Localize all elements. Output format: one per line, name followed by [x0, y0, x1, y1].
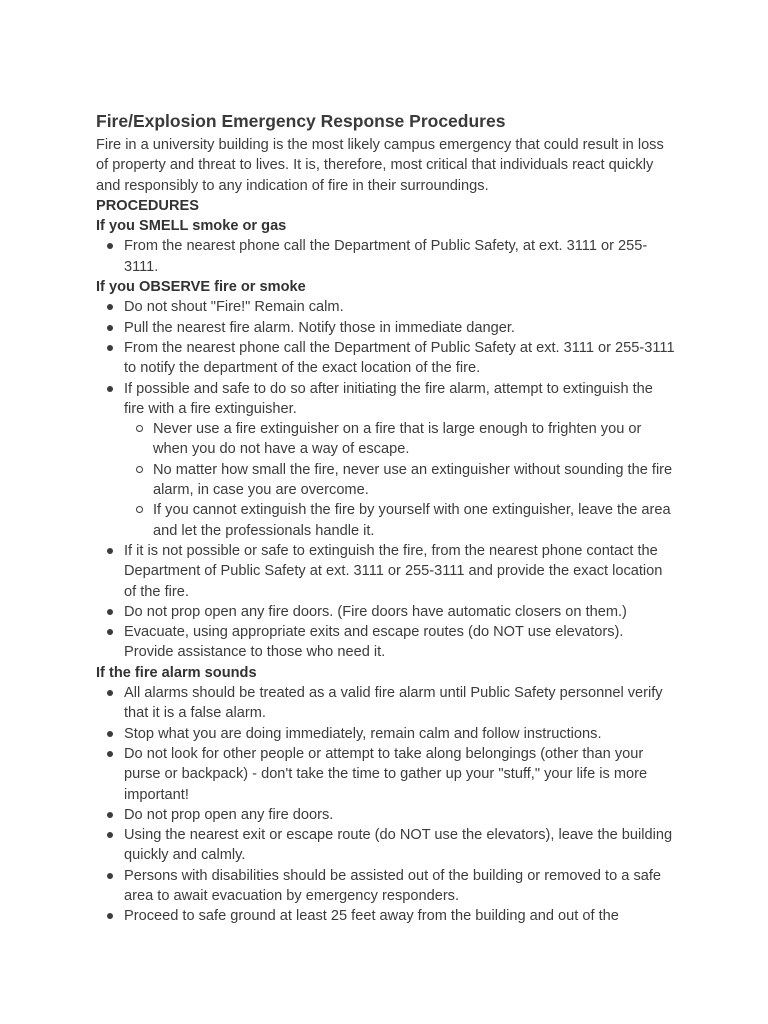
list-item: Proceed to safe ground at least 25 feet away from the building and out of the — [124, 906, 676, 926]
list-item: Do not prop open any fire doors. — [124, 805, 676, 825]
list-item: Using the nearest exit or escape route (do NOT use the elevators), leave the building quickly and calmly. — [124, 825, 676, 866]
document-title: Fire/Explosion Emergency Response Procedures — [96, 111, 506, 131]
section-heading-observe: If you OBSERVE fire or smoke — [96, 279, 306, 296]
sublist-item: Never use a fire extinguisher on a fire that is large enough to frighten you or when you do not have a way of escape. — [153, 419, 676, 460]
section-heading-smell: If you SMELL smoke or gas — [96, 218, 287, 235]
list-item: Evacuate, using appropriate exits and escape routes (do NOT use elevators). Provide assistance to those who need it. — [124, 622, 676, 663]
observe-list — [96, 297, 676, 662]
list-item: Pull the nearest fire alarm. Notify those in immediate danger. — [124, 318, 676, 338]
section-heading-alarm: If the fire alarm sounds — [96, 664, 257, 681]
list-item: Persons with disabilities should be assisted out of the building or removed to a safe area to await evacuation by emergency responders. — [124, 866, 676, 907]
sublist-item: No matter how small the fire, never use an extinguisher without sounding the fire alarm, in case you are overcome. — [153, 460, 676, 501]
list-item: Do not shout "Fire!" Remain calm. — [124, 297, 676, 317]
list-item-extinguish — [124, 379, 676, 541]
procedures-heading: PROCEDURES — [96, 197, 199, 214]
document-body — [96, 108, 676, 927]
alarm-list — [96, 683, 676, 927]
extinguisher-sublist — [124, 419, 676, 541]
list-item: Do not look for other people or attempt to take along belongings (other than your purse or backpack) - don't take the time to gather up your "stuff," your life is more important! — [124, 744, 676, 805]
list-item-text: If possible and safe to do so after initiating the fire alarm, attempt to extinguish the fire with a fire extinguisher. — [124, 380, 653, 417]
list-item: If it is not possible or safe to extinguish the fire, from the nearest phone contact the Department of Public Safety at ext. 3111 or 255-3111 and provide the exact location of the fire. — [124, 541, 676, 602]
list-item: From the nearest phone call the Department of Public Safety, at ext. 3111 or 255-3111. — [124, 236, 676, 277]
intro-paragraph: Fire in a university building is the most likely campus emergency that could result in loss of property and threat to lives. It is, therefore, most critical that individuals react quickly and responsibly to any indication of fire in their surroundings. — [96, 137, 664, 194]
list-item: All alarms should be treated as a valid fire alarm until Public Safety personnel verify that it is a false alarm. — [124, 683, 676, 724]
list-item: Stop what you are doing immediately, remain calm and follow instructions. — [124, 724, 676, 744]
smell-list — [96, 236, 676, 277]
list-item: From the nearest phone call the Department of Public Safety at ext. 3111 or 255-3111 to notify the department of the exact location of the fire. — [124, 338, 676, 379]
sublist-item: If you cannot extinguish the fire by yourself with one extinguisher, leave the area and let the professionals handle it. — [153, 500, 676, 541]
list-item: Do not prop open any fire doors. (Fire doors have automatic closers on them.) — [124, 602, 676, 622]
